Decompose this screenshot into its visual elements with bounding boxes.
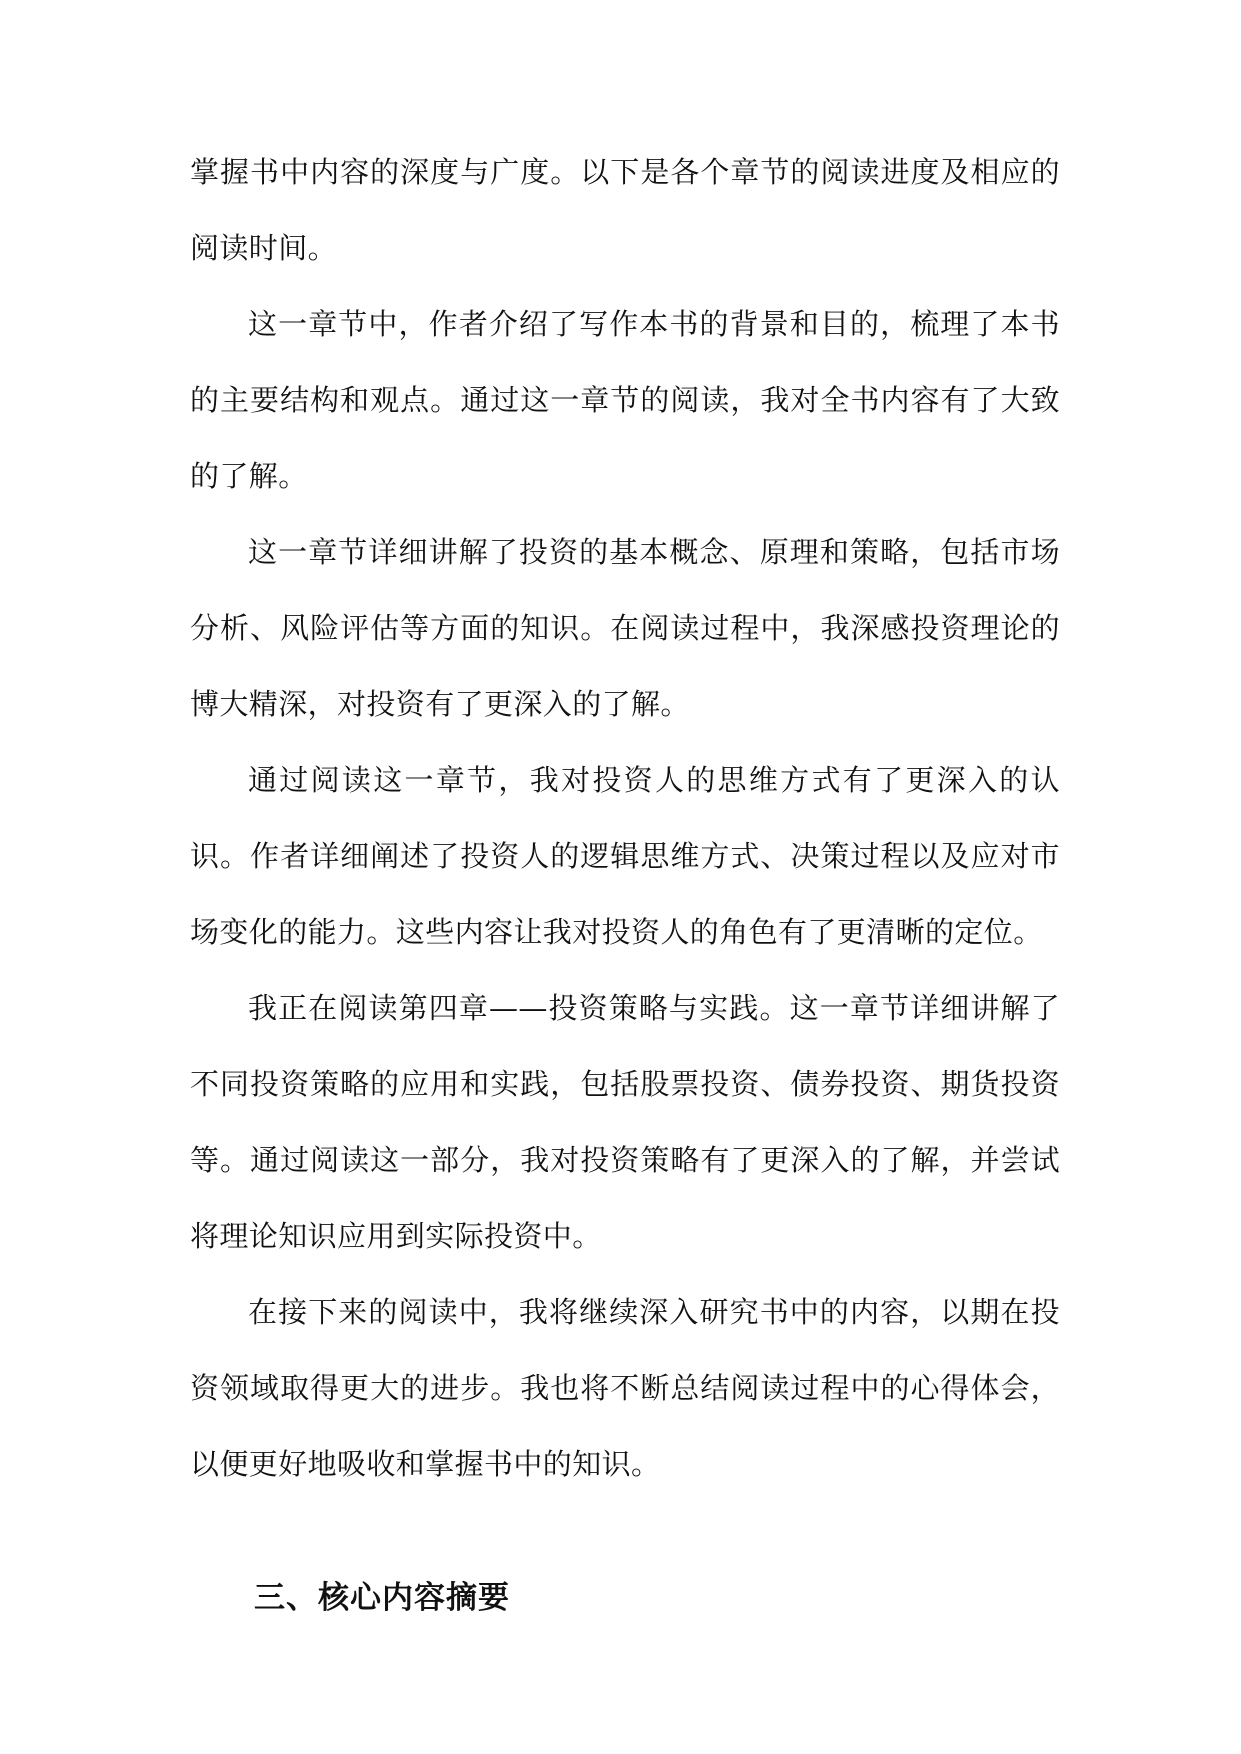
section-heading: 三、核心内容摘要 bbox=[254, 1580, 510, 1616]
paragraph-chapter-four: 我正在阅读第四章——投资策略与实践。这一章节详细讲解了不同投资策略的应用和实践，包括股票投资、债券投资、期货投资等。通过阅读这一部分，我对投资策略有了更深入的了解，并尝试将理论知识应用到实际投资中。 bbox=[190, 991, 1060, 1253]
paragraph-chapter-one: 这一章节中，作者介绍了写作本书的背景和目的，梳理了本书的主要结构和观点。通过这一章节的阅读，我对全书内容有了大致的了解。 bbox=[190, 307, 1060, 493]
paragraph-chapter-three: 通过阅读这一章节，我对投资人的思维方式有了更深入的认识。作者详细阐述了投资人的逻辑思维方式、决策过程以及应对市场变化的能力。这些内容让我对投资人的角色有了更清晰的定位。 bbox=[190, 763, 1060, 949]
paragraph-reading-progress-intro: 掌握书中内容的深度与广度。以下是各个章节的阅读进度及相应的阅读时间。 bbox=[190, 155, 1060, 265]
paragraph-next-steps: 在接下来的阅读中，我将继续深入研究书中的内容，以期在投资领域取得更大的进步。我也将不断总结阅读过程中的心得体会，以便更好地吸收和掌握书中的知识。 bbox=[190, 1295, 1060, 1481]
paragraph-chapter-two: 这一章节详细讲解了投资的基本概念、原理和策略，包括市场分析、风险评估等方面的知识。在阅读过程中，我深感投资理论的博大精深，对投资有了更深入的了解。 bbox=[190, 535, 1060, 721]
